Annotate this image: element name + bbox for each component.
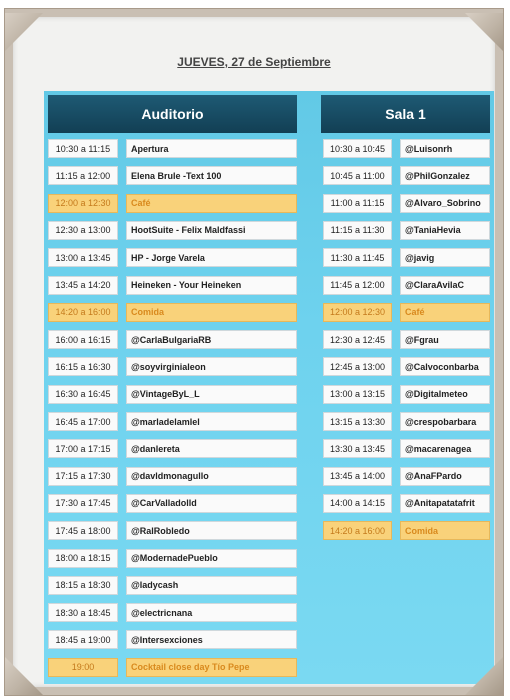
session-title: @soyvirginialeon bbox=[126, 357, 297, 376]
session-title: @Anitapatatafrit bbox=[400, 494, 490, 513]
session-title: @marladelamlel bbox=[126, 412, 297, 431]
session-time: 12:00 a 12:30 bbox=[48, 194, 118, 213]
session-time: 13:15 a 13:30 bbox=[323, 412, 392, 431]
session-title: Elena Brule -Text 100 bbox=[126, 166, 297, 185]
session-time: 11:00 a 11:15 bbox=[323, 194, 392, 213]
session-time: 14:20 a 16:00 bbox=[323, 521, 392, 540]
session-title: Apertura bbox=[126, 139, 297, 158]
session-time: 17:45 a 18:00 bbox=[48, 521, 118, 540]
session-title: @CarlaBulgariaRB bbox=[126, 330, 297, 349]
session-time: 16:45 a 17:00 bbox=[48, 412, 118, 431]
session-title: Heineken - Your Heineken bbox=[126, 276, 297, 295]
session-time: 14:00 a 14:15 bbox=[323, 494, 392, 513]
session-title: @macarenagea bbox=[400, 439, 490, 458]
session-title: @Calvoconbarba bbox=[400, 357, 490, 376]
session-time: 18:45 a 19:00 bbox=[48, 630, 118, 649]
date-title: JUEVES, 27 de Septiembre bbox=[177, 55, 331, 69]
session-time: 12:30 a 13:00 bbox=[48, 221, 118, 240]
session-title: @VintageByL_L bbox=[126, 385, 297, 404]
session-time: 11:15 a 12:00 bbox=[48, 166, 118, 185]
session-title: @TaniaHevia bbox=[400, 221, 490, 240]
session-time: 11:30 a 11:45 bbox=[323, 248, 392, 267]
break-title: Comida bbox=[126, 303, 297, 322]
session-title: @davldmonagullo bbox=[126, 467, 297, 486]
break-title: Comida bbox=[400, 521, 490, 540]
session-title: @RalRobledo bbox=[126, 521, 297, 540]
session-title: @ClaraAvilaC bbox=[400, 276, 490, 295]
session-title: @CarValladolld bbox=[126, 494, 297, 513]
session-title: @Intersexciones bbox=[126, 630, 297, 649]
session-time: 18:15 a 18:30 bbox=[48, 576, 118, 595]
session-title: @crespobarbara bbox=[400, 412, 490, 431]
session-time: 13:00 a 13:45 bbox=[48, 248, 118, 267]
session-time: 17:30 a 17:45 bbox=[48, 494, 118, 513]
session-title: @danlereta bbox=[126, 439, 297, 458]
session-time: 18:30 a 18:45 bbox=[48, 603, 118, 622]
break-title: Café bbox=[400, 303, 490, 322]
session-time: 13:45 a 14:00 bbox=[323, 467, 392, 486]
session-time: 13:45 a 14:20 bbox=[48, 276, 118, 295]
session-time: 13:00 a 13:15 bbox=[323, 385, 392, 404]
session-time: 17:15 a 17:30 bbox=[48, 467, 118, 486]
column-header-auditorio: Auditorio bbox=[48, 95, 297, 133]
column-header-sala-1: Sala 1 bbox=[321, 95, 490, 133]
session-time: 12:45 a 13:00 bbox=[323, 357, 392, 376]
session-time: 10:45 a 11:00 bbox=[323, 166, 392, 185]
session-title: HP - Jorge Varela bbox=[126, 248, 297, 267]
session-time: 17:00 a 17:15 bbox=[48, 439, 118, 458]
session-time: 10:30 a 11:15 bbox=[48, 139, 118, 158]
session-time: 12:30 a 12:45 bbox=[323, 330, 392, 349]
session-time: 18:00 a 18:15 bbox=[48, 549, 118, 568]
session-title: @ladycash bbox=[126, 576, 297, 595]
session-title: @AnaFPardo bbox=[400, 467, 490, 486]
session-time: 10:30 a 10:45 bbox=[323, 139, 392, 158]
schedule-board bbox=[44, 91, 494, 684]
session-time: 12:00 a 12:30 bbox=[323, 303, 392, 322]
session-time: 13:30 a 13:45 bbox=[323, 439, 392, 458]
session-time: 16:30 a 16:45 bbox=[48, 385, 118, 404]
session-title: @PhilGonzalez bbox=[400, 166, 490, 185]
session-title: HootSuite - Felix Maldfassi bbox=[126, 221, 297, 240]
break-title: Café bbox=[126, 194, 297, 213]
session-title: @javig bbox=[400, 248, 490, 267]
schedule-paper bbox=[13, 17, 495, 687]
session-time: 11:15 a 11:30 bbox=[323, 221, 392, 240]
session-title: @Luisonrh bbox=[400, 139, 490, 158]
session-title: @Alvaro_Sobrino bbox=[400, 194, 490, 213]
session-title: @Fgrau bbox=[400, 330, 490, 349]
session-time: 14:20 a 16:00 bbox=[48, 303, 118, 322]
session-time: 16:15 a 16:30 bbox=[48, 357, 118, 376]
session-title: @Digitalmeteo bbox=[400, 385, 490, 404]
session-time: 11:45 a 12:00 bbox=[323, 276, 392, 295]
break-title: Cocktail close day Tío Pepe bbox=[126, 658, 297, 677]
session-time: 16:00 a 16:15 bbox=[48, 330, 118, 349]
session-title: @electricnana bbox=[126, 603, 297, 622]
session-time: 19:00 bbox=[48, 658, 118, 677]
session-title: @ModernadePueblo bbox=[126, 549, 297, 568]
photo-frame bbox=[4, 8, 504, 696]
